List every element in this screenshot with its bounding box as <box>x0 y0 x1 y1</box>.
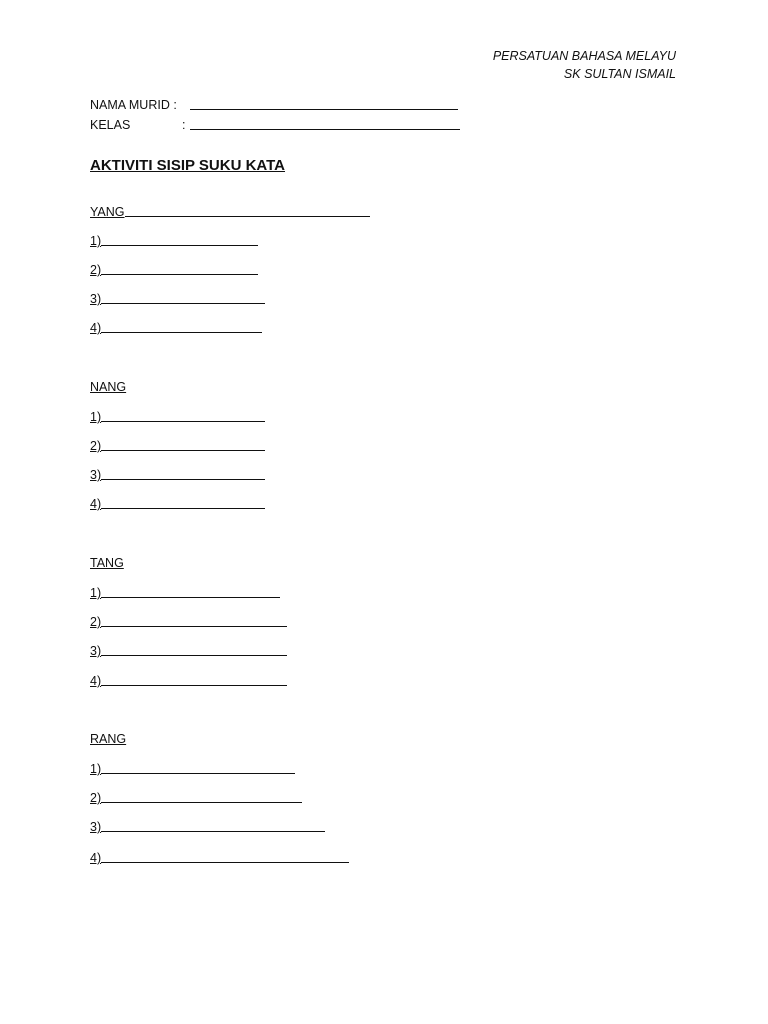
answer-nang-1: 1) <box>90 409 265 424</box>
answer-blank[interactable] <box>101 262 258 275</box>
answer-yang-2: 2) <box>90 262 258 277</box>
answer-blank[interactable] <box>101 819 325 832</box>
worksheet-title: AKTIVITI SISIP SUKU KATA <box>90 157 286 174</box>
answer-rang-4: 4) <box>90 850 349 865</box>
answer-blank[interactable] <box>101 673 287 686</box>
answer-blank[interactable] <box>101 585 280 598</box>
answer-yang-3: 3) <box>90 291 265 306</box>
answer-blank[interactable] <box>101 467 265 480</box>
header-association: PERSATUAN BAHASA MELAYU <box>492 49 676 63</box>
school-header <box>493 47 676 83</box>
answer-tang-1: 1) <box>90 585 280 600</box>
answer-tang-2: 2) <box>90 614 287 629</box>
nama-murid-row <box>90 94 458 112</box>
answer-nang-2: 2) <box>90 438 265 453</box>
kelas-label: KELAS <box>90 118 131 132</box>
section-label-yang: YANG <box>90 204 370 219</box>
answer-blank[interactable] <box>101 320 262 333</box>
section-label-line <box>125 204 370 217</box>
answer-nang-4: 4) <box>90 496 265 511</box>
answer-yang-1: 1) <box>90 233 258 248</box>
header-school: SK SULTAN ISMAIL <box>563 67 676 81</box>
kelas-row <box>90 114 460 132</box>
answer-blank[interactable] <box>101 233 258 246</box>
answer-rang-2: 2) <box>90 790 302 805</box>
answer-blank[interactable] <box>101 850 349 863</box>
nama-murid-label: NAMA MURID : <box>90 98 177 112</box>
answer-blank[interactable] <box>101 761 295 774</box>
section-label-rang: RANG <box>90 732 127 746</box>
answer-rang-3: 3) <box>90 819 325 834</box>
answer-tang-4: 4) <box>90 673 287 688</box>
answer-blank[interactable] <box>101 643 287 656</box>
answer-blank[interactable] <box>101 409 265 422</box>
answer-blank[interactable] <box>101 614 287 627</box>
section-label-nang: NANG <box>90 380 127 394</box>
answer-tang-3: 3) <box>90 643 287 658</box>
nama-murid-blank[interactable] <box>190 97 458 110</box>
answer-rang-1: 1) <box>90 761 295 776</box>
answer-nang-3: 3) <box>90 467 265 482</box>
answer-blank[interactable] <box>101 496 265 509</box>
answer-blank[interactable] <box>101 291 265 304</box>
answer-yang-4: 4) <box>90 320 262 335</box>
answer-blank[interactable] <box>101 438 265 451</box>
kelas-colon: : <box>182 118 186 132</box>
answer-blank[interactable] <box>101 790 302 803</box>
section-label-tang: TANG <box>90 556 124 570</box>
kelas-blank[interactable] <box>190 117 460 130</box>
